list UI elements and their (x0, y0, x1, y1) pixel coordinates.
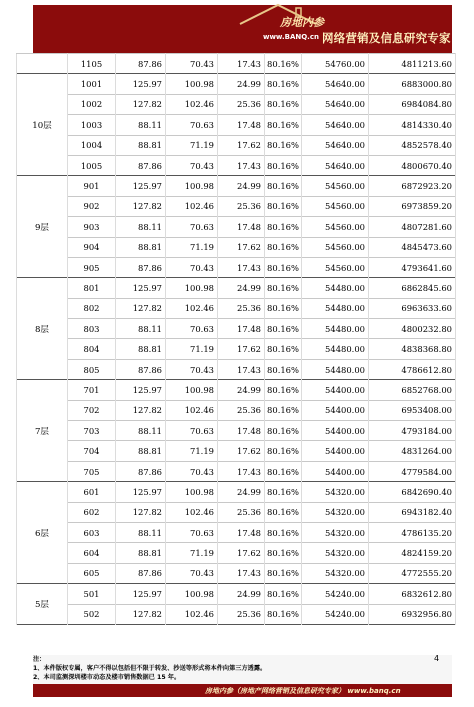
inner-area-cell: 71.19 (166, 135, 218, 155)
area-cell: 87.86 (116, 461, 166, 481)
rate-cell: 80.16% (265, 584, 302, 604)
header-title: 网络营销及信息研究专家 (322, 31, 451, 45)
total-cell: 6852768.00 (369, 380, 456, 400)
unit-cell: 602 (68, 502, 116, 522)
table-row (17, 217, 456, 237)
table-row (17, 563, 456, 583)
rate-cell: 80.16% (265, 319, 302, 339)
rate-cell: 80.16% (265, 54, 302, 74)
inner-area-cell: 70.63 (166, 319, 218, 339)
inner-area-cell: 70.43 (166, 54, 218, 74)
inner-area-cell: 102.46 (166, 196, 218, 216)
area-cell: 125.97 (116, 176, 166, 196)
price-cell: 54480.00 (302, 298, 369, 318)
price-cell: 54640.00 (302, 115, 369, 135)
unit-cell: 803 (68, 319, 116, 339)
shared-area-cell: 17.43 (218, 54, 265, 74)
unit-cell: 802 (68, 298, 116, 318)
area-cell: 87.86 (116, 155, 166, 175)
unit-cell: 601 (68, 482, 116, 502)
area-cell: 125.97 (116, 584, 166, 604)
area-cell: 88.11 (116, 319, 166, 339)
table-row (17, 339, 456, 359)
table-row (17, 298, 456, 318)
area-cell: 88.11 (116, 421, 166, 441)
floor-cell: 5层 (17, 584, 68, 625)
shared-area-cell: 17.43 (218, 563, 265, 583)
unit-cell: 904 (68, 237, 116, 257)
table-row (17, 482, 456, 502)
area-cell: 88.81 (116, 135, 166, 155)
total-cell: 6953408.00 (369, 400, 456, 420)
total-cell: 4786135.20 (369, 522, 456, 542)
inner-area-cell: 70.43 (166, 257, 218, 277)
table-row (17, 94, 456, 114)
inner-area-cell: 102.46 (166, 502, 218, 522)
total-cell: 4779584.00 (369, 461, 456, 481)
table-row (17, 237, 456, 257)
shared-area-cell: 25.36 (218, 196, 265, 216)
total-cell: 4786612.80 (369, 359, 456, 379)
rate-cell: 80.16% (265, 482, 302, 502)
inner-area-cell: 70.63 (166, 522, 218, 542)
inner-area-cell: 100.98 (166, 584, 218, 604)
table-row (17, 522, 456, 542)
shared-area-cell: 17.48 (218, 217, 265, 237)
area-cell: 87.86 (116, 257, 166, 277)
area-cell: 125.97 (116, 278, 166, 298)
table-row (17, 74, 456, 94)
total-cell: 6973859.20 (369, 196, 456, 216)
inner-area-cell: 70.43 (166, 461, 218, 481)
total-cell: 4838368.80 (369, 339, 456, 359)
inner-area-cell: 70.43 (166, 155, 218, 175)
price-cell: 54320.00 (302, 563, 369, 583)
price-cell: 54640.00 (302, 135, 369, 155)
total-cell: 4772555.20 (369, 563, 456, 583)
price-cell: 54480.00 (302, 339, 369, 359)
price-cell: 54640.00 (302, 74, 369, 94)
rate-cell: 80.16% (265, 94, 302, 114)
footer-band-text: 房地内参（房地产网络营销及信息研究专家） www.banq.cn (205, 687, 401, 695)
total-cell: 6872923.20 (369, 176, 456, 196)
unit-cell: 604 (68, 543, 116, 563)
total-cell: 4852578.40 (369, 135, 456, 155)
inner-area-cell: 71.19 (166, 339, 218, 359)
note-line-2: 2、本司监测深圳楼市动态及楼市销售数据已 15 年。 (33, 674, 181, 681)
price-cell: 54480.00 (302, 359, 369, 379)
inner-area-cell: 71.19 (166, 237, 218, 257)
floor-cell: 8层 (17, 278, 68, 380)
table-row (17, 441, 456, 461)
rate-cell: 80.16% (265, 217, 302, 237)
price-cell: 54560.00 (302, 257, 369, 277)
shared-area-cell: 25.36 (218, 94, 265, 114)
inner-area-cell: 70.63 (166, 217, 218, 237)
price-cell: 54560.00 (302, 237, 369, 257)
unit-cell: 902 (68, 196, 116, 216)
inner-area-cell: 70.63 (166, 115, 218, 135)
floor-cell (17, 54, 68, 74)
shared-area-cell: 25.36 (218, 502, 265, 522)
inner-area-cell: 100.98 (166, 482, 218, 502)
shared-area-cell: 17.48 (218, 319, 265, 339)
unit-cell: 1002 (68, 94, 116, 114)
shared-area-cell: 24.99 (218, 74, 265, 94)
price-cell: 54320.00 (302, 522, 369, 542)
floor-cell: 6层 (17, 482, 68, 584)
area-cell: 127.82 (116, 502, 166, 522)
table-row (17, 543, 456, 563)
table-row (17, 257, 456, 277)
total-cell: 4807281.60 (369, 217, 456, 237)
inner-area-cell: 100.98 (166, 278, 218, 298)
total-cell: 6963633.60 (369, 298, 456, 318)
area-cell: 87.86 (116, 359, 166, 379)
inner-area-cell: 100.98 (166, 176, 218, 196)
table-row (17, 319, 456, 339)
inner-area-cell: 71.19 (166, 441, 218, 461)
rate-cell: 80.16% (265, 278, 302, 298)
rate-cell: 80.16% (265, 421, 302, 441)
shared-area-cell: 17.43 (218, 359, 265, 379)
note-label: 注： (33, 656, 46, 663)
total-cell: 4831264.00 (369, 441, 456, 461)
area-cell: 88.81 (116, 543, 166, 563)
total-cell: 4793184.00 (369, 421, 456, 441)
price-cell: 54400.00 (302, 380, 369, 400)
inner-area-cell: 102.46 (166, 604, 218, 624)
area-cell: 125.97 (116, 74, 166, 94)
rate-cell: 80.16% (265, 257, 302, 277)
table-row (17, 502, 456, 522)
footer-notes (33, 655, 266, 682)
floor-cell: 9层 (17, 176, 68, 278)
inner-area-cell: 102.46 (166, 400, 218, 420)
table-row (17, 135, 456, 155)
total-cell: 6984084.80 (369, 94, 456, 114)
table-row (17, 115, 456, 135)
total-cell: 4800232.80 (369, 319, 456, 339)
total-cell: 4845473.60 (369, 237, 456, 257)
price-cell: 54320.00 (302, 502, 369, 522)
table-row (17, 400, 456, 420)
brand-url: www.BANQ.cn (263, 33, 319, 41)
shared-area-cell: 24.99 (218, 482, 265, 502)
rate-cell: 80.16% (265, 359, 302, 379)
price-cell: 54400.00 (302, 400, 369, 420)
inner-area-cell: 100.98 (166, 380, 218, 400)
shared-area-cell: 17.43 (218, 155, 265, 175)
area-cell: 127.82 (116, 94, 166, 114)
brand-name: 房地内参 (280, 16, 324, 29)
price-cell: 54560.00 (302, 196, 369, 216)
table-row (17, 380, 456, 400)
floor-cell: 10层 (17, 74, 68, 176)
total-cell: 6943182.40 (369, 502, 456, 522)
rate-cell: 80.16% (265, 196, 302, 216)
total-cell: 6842690.40 (369, 482, 456, 502)
shared-area-cell: 17.48 (218, 115, 265, 135)
unit-cell: 703 (68, 421, 116, 441)
rate-cell: 80.16% (265, 461, 302, 481)
total-cell: 4811213.60 (369, 54, 456, 74)
rate-cell: 80.16% (265, 115, 302, 135)
unit-cell: 501 (68, 584, 116, 604)
area-cell: 125.97 (116, 380, 166, 400)
unit-cell: 605 (68, 563, 116, 583)
price-cell: 54480.00 (302, 278, 369, 298)
price-cell: 54320.00 (302, 482, 369, 502)
unit-cell: 1005 (68, 155, 116, 175)
price-cell: 54560.00 (302, 217, 369, 237)
rate-cell: 80.16% (265, 543, 302, 563)
price-cell: 54240.00 (302, 584, 369, 604)
total-cell: 6862845.60 (369, 278, 456, 298)
shared-area-cell: 17.62 (218, 339, 265, 359)
shared-area-cell: 17.62 (218, 135, 265, 155)
table-row (17, 604, 456, 624)
area-cell: 88.11 (116, 217, 166, 237)
unit-cell: 502 (68, 604, 116, 624)
inner-area-cell: 71.19 (166, 543, 218, 563)
rate-cell: 80.16% (265, 502, 302, 522)
rate-cell: 80.16% (265, 176, 302, 196)
table-row (17, 584, 456, 604)
rate-cell: 80.16% (265, 74, 302, 94)
price-cell: 54240.00 (302, 604, 369, 624)
shared-area-cell: 25.36 (218, 400, 265, 420)
price-table (16, 53, 456, 625)
inner-area-cell: 102.46 (166, 94, 218, 114)
unit-cell: 603 (68, 522, 116, 542)
price-cell: 54400.00 (302, 441, 369, 461)
total-cell: 6932956.80 (369, 604, 456, 624)
shared-area-cell: 17.48 (218, 522, 265, 542)
area-cell: 88.81 (116, 339, 166, 359)
shared-area-cell: 17.62 (218, 237, 265, 257)
unit-cell: 1105 (68, 54, 116, 74)
total-cell: 4793641.60 (369, 257, 456, 277)
shared-area-cell: 17.62 (218, 543, 265, 563)
rate-cell: 80.16% (265, 400, 302, 420)
unit-cell: 1001 (68, 74, 116, 94)
total-cell: 6832612.80 (369, 584, 456, 604)
total-cell: 4824159.20 (369, 543, 456, 563)
inner-area-cell: 100.98 (166, 74, 218, 94)
table-row (17, 54, 456, 74)
unit-cell: 805 (68, 359, 116, 379)
total-cell: 6883000.80 (369, 74, 456, 94)
unit-cell: 804 (68, 339, 116, 359)
total-cell: 4800670.40 (369, 155, 456, 175)
table-row (17, 155, 456, 175)
shared-area-cell: 24.99 (218, 278, 265, 298)
area-cell: 127.82 (116, 298, 166, 318)
price-cell: 54560.00 (302, 176, 369, 196)
shared-area-cell: 25.36 (218, 604, 265, 624)
rate-cell: 80.16% (265, 298, 302, 318)
area-cell: 127.82 (116, 604, 166, 624)
floor-cell: 7层 (17, 380, 68, 482)
unit-cell: 1004 (68, 135, 116, 155)
shared-area-cell: 17.48 (218, 421, 265, 441)
shared-area-cell: 25.36 (218, 298, 265, 318)
area-cell: 88.11 (116, 522, 166, 542)
total-cell: 4814330.40 (369, 115, 456, 135)
unit-cell: 901 (68, 176, 116, 196)
price-cell: 54640.00 (302, 94, 369, 114)
shared-area-cell: 24.99 (218, 584, 265, 604)
table-row (17, 196, 456, 216)
price-cell: 54400.00 (302, 421, 369, 441)
rate-cell: 80.16% (265, 604, 302, 624)
rate-cell: 80.16% (265, 339, 302, 359)
page-number: 4 (434, 654, 440, 663)
area-cell: 88.81 (116, 441, 166, 461)
unit-cell: 801 (68, 278, 116, 298)
inner-area-cell: 70.63 (166, 421, 218, 441)
price-cell: 54760.00 (302, 54, 369, 74)
area-cell: 87.86 (116, 563, 166, 583)
shared-area-cell: 24.99 (218, 380, 265, 400)
rate-cell: 80.16% (265, 135, 302, 155)
unit-cell: 905 (68, 257, 116, 277)
unit-cell: 705 (68, 461, 116, 481)
area-cell: 88.81 (116, 237, 166, 257)
price-cell: 54320.00 (302, 543, 369, 563)
shared-area-cell: 17.62 (218, 441, 265, 461)
inner-area-cell: 70.43 (166, 359, 218, 379)
area-cell: 87.86 (116, 54, 166, 74)
unit-cell: 701 (68, 380, 116, 400)
rate-cell: 80.16% (265, 155, 302, 175)
table-row (17, 278, 456, 298)
table-row (17, 176, 456, 196)
rate-cell: 80.16% (265, 380, 302, 400)
shared-area-cell: 24.99 (218, 176, 265, 196)
rate-cell: 80.16% (265, 522, 302, 542)
inner-area-cell: 102.46 (166, 298, 218, 318)
table-row (17, 421, 456, 441)
rate-cell: 80.16% (265, 237, 302, 257)
shared-area-cell: 17.43 (218, 257, 265, 277)
unit-cell: 704 (68, 441, 116, 461)
table-row (17, 461, 456, 481)
inner-area-cell: 70.43 (166, 563, 218, 583)
area-cell: 88.11 (116, 115, 166, 135)
price-cell: 54400.00 (302, 461, 369, 481)
area-cell: 127.82 (116, 400, 166, 420)
table-row (17, 359, 456, 379)
area-cell: 127.82 (116, 196, 166, 216)
unit-cell: 903 (68, 217, 116, 237)
price-cell: 54640.00 (302, 155, 369, 175)
note-line-1: 1、本件版权专属，客户不得以包括但不限于转发、抄送等形式将本件向第三方透露。 (33, 665, 267, 672)
area-cell: 125.97 (116, 482, 166, 502)
unit-cell: 1003 (68, 115, 116, 135)
shared-area-cell: 17.43 (218, 461, 265, 481)
rate-cell: 80.16% (265, 563, 302, 583)
rate-cell: 80.16% (265, 441, 302, 461)
price-cell: 54480.00 (302, 319, 369, 339)
unit-cell: 702 (68, 400, 116, 420)
